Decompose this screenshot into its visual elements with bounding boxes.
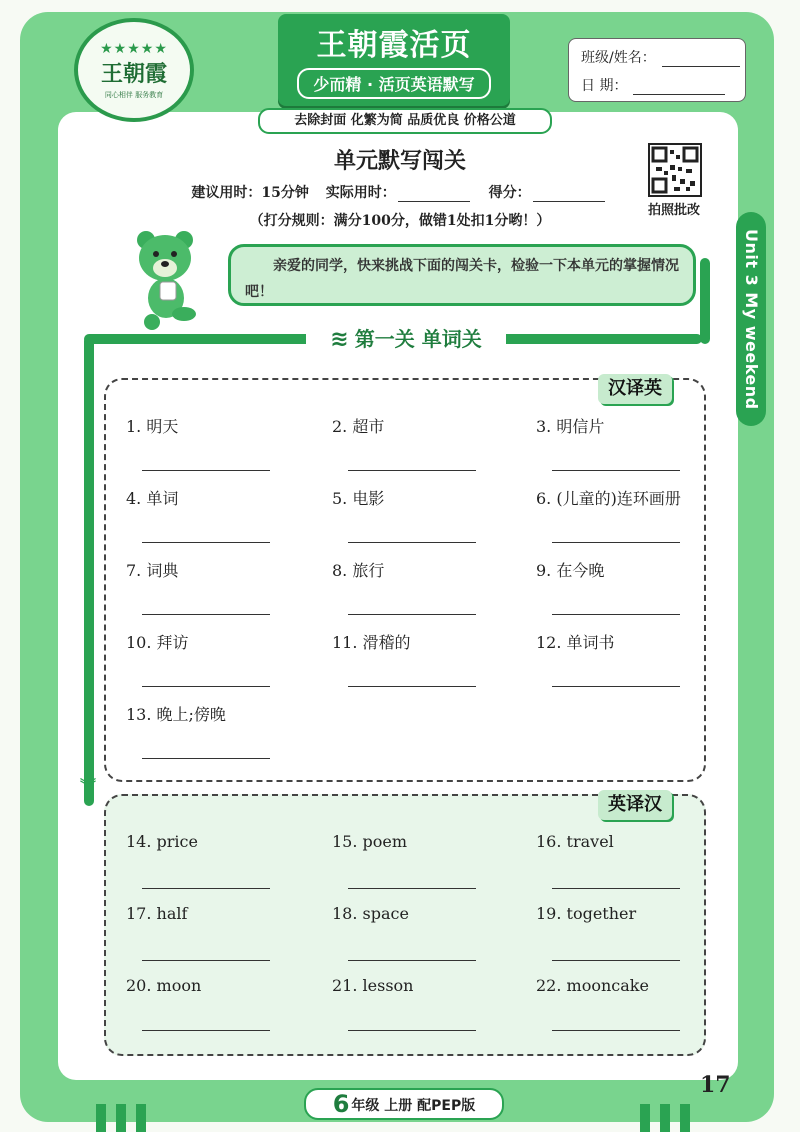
title-banner (278, 14, 510, 106)
actual-time-label: 实际用时： (325, 185, 396, 201)
logo-brand: 王朝霞 (100, 60, 167, 87)
scoring-rule: （打分规则：满分100分，做错1处扣1分哟！） (249, 213, 551, 229)
slogan-bar: 去除封面 化繁为简 品质优良 价格公道 (258, 108, 552, 134)
score-field[interactable] (533, 187, 605, 202)
question-item: 3. 明信片 (536, 417, 605, 436)
question-item: 16. travel (536, 832, 614, 851)
footer-stripe (136, 1104, 146, 1132)
answer-blank[interactable] (142, 614, 270, 615)
question-item: 2. 超市 (332, 417, 385, 436)
question-item: 13. 晚上;傍晚 (126, 705, 226, 724)
answer-blank[interactable] (552, 888, 680, 889)
answer-blank[interactable] (552, 614, 680, 615)
level-title-text: 第一关 单词关 (354, 327, 482, 351)
answer-blank[interactable] (348, 686, 476, 687)
question-item: 18. space (332, 904, 409, 923)
answer-blank[interactable] (348, 1030, 476, 1031)
answer-blank[interactable] (142, 960, 270, 961)
answer-blank[interactable] (142, 470, 270, 471)
intro-bubble (228, 244, 696, 306)
qr-code[interactable] (648, 143, 702, 197)
footer-stripe (116, 1104, 126, 1132)
date-label: 日 期： (581, 78, 628, 94)
question-item: 12. 单词书 (536, 633, 615, 652)
question-item: 4. 单词 (126, 489, 179, 508)
qr-caption: 拍照批改 (647, 203, 700, 218)
question-item: 14. price (126, 832, 198, 851)
footer-stripe (660, 1104, 670, 1132)
answer-blank[interactable] (348, 888, 476, 889)
question-item: 15. poem (332, 832, 408, 851)
question-item: 19. together (536, 904, 637, 923)
footer-stripe (680, 1104, 690, 1132)
cn-to-en-section (104, 378, 706, 782)
answer-blank[interactable] (348, 614, 476, 615)
answer-blank[interactable] (552, 1030, 680, 1031)
date-field[interactable] (633, 78, 725, 95)
question-item: 10. 拜访 (126, 633, 189, 652)
question-item: 7. 词典 (126, 561, 179, 580)
answer-blank[interactable] (348, 960, 476, 961)
banner-subtitle: 少而精 · 活页英语默写 (297, 68, 490, 99)
page-title: 单元默写闯关 (333, 149, 466, 174)
logo-stars: ★★★★★ (100, 40, 168, 57)
bear-mascot-icon (132, 228, 204, 332)
question-item: 5. 电影 (332, 489, 385, 508)
grade-text: 年级 上册 配PEP版 (351, 1098, 476, 1114)
unit-side-tab: Unit 3 My weekend plan (736, 212, 766, 426)
track-left-top (84, 334, 314, 344)
question-item: 20. moon (126, 976, 202, 995)
wave-icon: ≋ (330, 327, 349, 352)
answer-blank[interactable] (552, 960, 680, 961)
cn-to-en-tag: 汉译英 (598, 374, 672, 404)
answer-blank[interactable] (142, 542, 270, 543)
track-right (700, 258, 710, 344)
answer-blank[interactable] (552, 542, 680, 543)
suggested-time: 建议用时：15分钟 (191, 185, 309, 201)
en-to-cn-tag: 英译汉 (598, 790, 672, 820)
chevron-down-icon: ︾ (80, 777, 97, 796)
score-label: 得分： (488, 185, 531, 201)
grade-footer (304, 1088, 504, 1120)
question-item: 21. lesson (332, 976, 414, 995)
class-name-label: 班级/姓名： (581, 50, 656, 66)
answer-blank[interactable] (142, 1030, 270, 1031)
grade-number: 6 (332, 1090, 350, 1118)
student-info-box (568, 38, 746, 102)
footer-stripe (96, 1104, 106, 1132)
track-left (84, 336, 94, 806)
page-number: 17 (700, 1072, 731, 1098)
answer-blank[interactable] (552, 686, 680, 687)
question-item: 8. 旅行 (332, 561, 385, 580)
banner-title: 王朝霞活页 (316, 28, 472, 63)
question-item: 6. (儿童的)连环画册 (536, 489, 681, 508)
level-title (306, 324, 506, 354)
answer-blank[interactable] (142, 758, 270, 759)
answer-blank[interactable] (348, 470, 476, 471)
question-item: 22. mooncake (536, 976, 649, 995)
question-item: 1. 明天 (126, 417, 179, 436)
actual-time-field[interactable] (398, 187, 470, 202)
class-name-field[interactable] (662, 50, 740, 67)
question-item: 17. half (126, 904, 188, 923)
question-item: 11. 滑稽的 (332, 633, 411, 652)
track-right-top (498, 334, 702, 344)
answer-blank[interactable] (348, 542, 476, 543)
question-item: 9. 在今晚 (536, 561, 605, 580)
en-to-cn-section (104, 794, 706, 1056)
footer-stripe (640, 1104, 650, 1132)
answer-blank[interactable] (552, 470, 680, 471)
answer-blank[interactable] (142, 686, 270, 687)
intro-text: 亲爱的同学，快来挑战下面的闯关卡，检验一下本单元的掌握情况吧！ (245, 258, 679, 300)
answer-blank[interactable] (142, 888, 270, 889)
brand-logo (74, 18, 194, 122)
logo-slogan: 同心相伴 服务教育 (104, 90, 164, 99)
